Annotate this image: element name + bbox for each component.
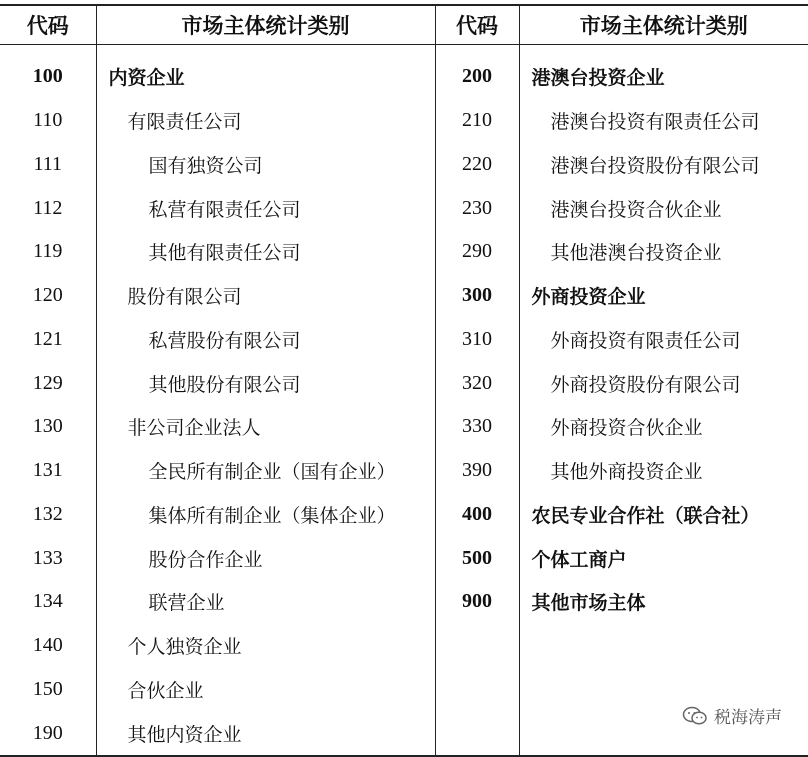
right-code-cell: 330 xyxy=(435,405,519,449)
right-code-cell: 220 xyxy=(435,143,519,187)
table-row xyxy=(0,361,808,405)
watermark xyxy=(678,703,786,728)
right-category-cell: 其他市场主体 xyxy=(531,592,646,615)
table-row xyxy=(0,45,808,99)
right-category-cell: 港澳台投资股份有限公司 xyxy=(550,154,760,177)
left-category-cell: 合伙企业 xyxy=(96,668,435,712)
left-category-cell: 其他有限责任公司 xyxy=(96,230,435,274)
left-category-cell: 全民所有制企业（国有企业） xyxy=(96,449,435,493)
left-code-cell: 120 xyxy=(0,274,96,318)
table-row xyxy=(0,99,808,143)
table-row xyxy=(0,536,808,580)
left-category-cell: 国有独资公司 xyxy=(96,143,435,187)
left-code-cell: 110 xyxy=(0,99,96,143)
left-code-cell: 119 xyxy=(0,230,96,274)
right-code-cell: 210 xyxy=(435,99,519,143)
right-category-cell: 港澳台投资合伙企业 xyxy=(550,198,722,221)
table-row xyxy=(0,624,808,668)
left-category-cell: 其他内资企业 xyxy=(96,711,435,756)
table-row xyxy=(0,580,808,624)
left-code-cell: 134 xyxy=(0,580,96,624)
right-category-cell: 个体工商户 xyxy=(531,548,627,571)
wechat-icon xyxy=(682,706,708,726)
right-code-cell: 900 xyxy=(435,580,519,624)
right-category-cell: 外商投资有限责任公司 xyxy=(550,329,741,352)
left-code-cell: 133 xyxy=(0,536,96,580)
left-code-cell: 150 xyxy=(0,668,96,712)
left-code-cell: 111 xyxy=(0,143,96,187)
left-category-cell: 其他股份有限公司 xyxy=(96,361,435,405)
right-code-cell: 200 xyxy=(435,45,519,99)
left-category-cell: 私营有限责任公司 xyxy=(96,186,435,230)
left-category-cell: 个人独资企业 xyxy=(96,624,435,668)
right-code-cell: 390 xyxy=(435,449,519,493)
left-code-cell: 130 xyxy=(0,405,96,449)
left-code-cell: 140 xyxy=(0,624,96,668)
watermark-text: 税海涛声 xyxy=(714,708,782,728)
table-row xyxy=(0,449,808,493)
left-code-cell: 112 xyxy=(0,186,96,230)
right-category-cell: 外商投资股份有限公司 xyxy=(550,373,741,396)
statistics-category-table xyxy=(0,4,808,757)
table-body xyxy=(0,45,808,757)
left-code-cell: 131 xyxy=(0,449,96,493)
right-category-cell: 其他港澳台投资企业 xyxy=(550,242,722,265)
table-row xyxy=(0,143,808,187)
table-row xyxy=(0,274,808,318)
right-code-cell: 300 xyxy=(435,274,519,318)
table-row xyxy=(0,230,808,274)
left-category-cell: 股份有限公司 xyxy=(96,274,435,318)
right-code-cell xyxy=(435,668,519,712)
right-category-cell: 外商投资企业 xyxy=(531,286,646,309)
right-category-cell: 其他外商投资企业 xyxy=(550,461,703,484)
left-code-cell: 121 xyxy=(0,318,96,362)
table-row xyxy=(0,186,808,230)
left-category-cell: 有限责任公司 xyxy=(96,99,435,143)
right-category-cell: 港澳台投资有限责任公司 xyxy=(550,111,760,134)
header-category-right: 市场主体统计类别 xyxy=(519,5,808,45)
right-code-cell xyxy=(435,624,519,668)
right-code-cell: 500 xyxy=(435,536,519,580)
left-category-cell: 股份合作企业 xyxy=(96,536,435,580)
left-code-cell: 190 xyxy=(0,711,96,756)
right-category-cell: 外商投资合伙企业 xyxy=(550,417,703,440)
left-code-cell: 100 xyxy=(0,45,96,99)
table-row xyxy=(0,493,808,537)
right-category-cell: 农民专业合作社（联合社） xyxy=(531,504,760,527)
right-code-cell: 230 xyxy=(435,186,519,230)
left-code-cell: 132 xyxy=(0,493,96,537)
header-code-left: 代码 xyxy=(0,5,96,45)
table-row xyxy=(0,405,808,449)
header-category-left: 市场主体统计类别 xyxy=(96,5,435,45)
right-code-cell: 310 xyxy=(435,318,519,362)
right-code-cell xyxy=(435,711,519,756)
left-category-cell: 集体所有制企业（集体企业） xyxy=(96,493,435,537)
table-header xyxy=(0,5,808,45)
header-code-right: 代码 xyxy=(435,5,519,45)
right-code-cell: 400 xyxy=(435,493,519,537)
left-category-cell: 联营企业 xyxy=(96,580,435,624)
table-row xyxy=(0,318,808,362)
right-code-cell: 290 xyxy=(435,230,519,274)
left-category-cell: 内资企业 xyxy=(96,45,435,99)
left-category-cell: 非公司企业法人 xyxy=(96,405,435,449)
right-category-cell xyxy=(519,624,808,668)
right-code-cell: 320 xyxy=(435,361,519,405)
left-code-cell: 129 xyxy=(0,361,96,405)
left-category-cell: 私营股份有限公司 xyxy=(96,318,435,362)
right-category-cell: 港澳台投资企业 xyxy=(531,67,665,90)
